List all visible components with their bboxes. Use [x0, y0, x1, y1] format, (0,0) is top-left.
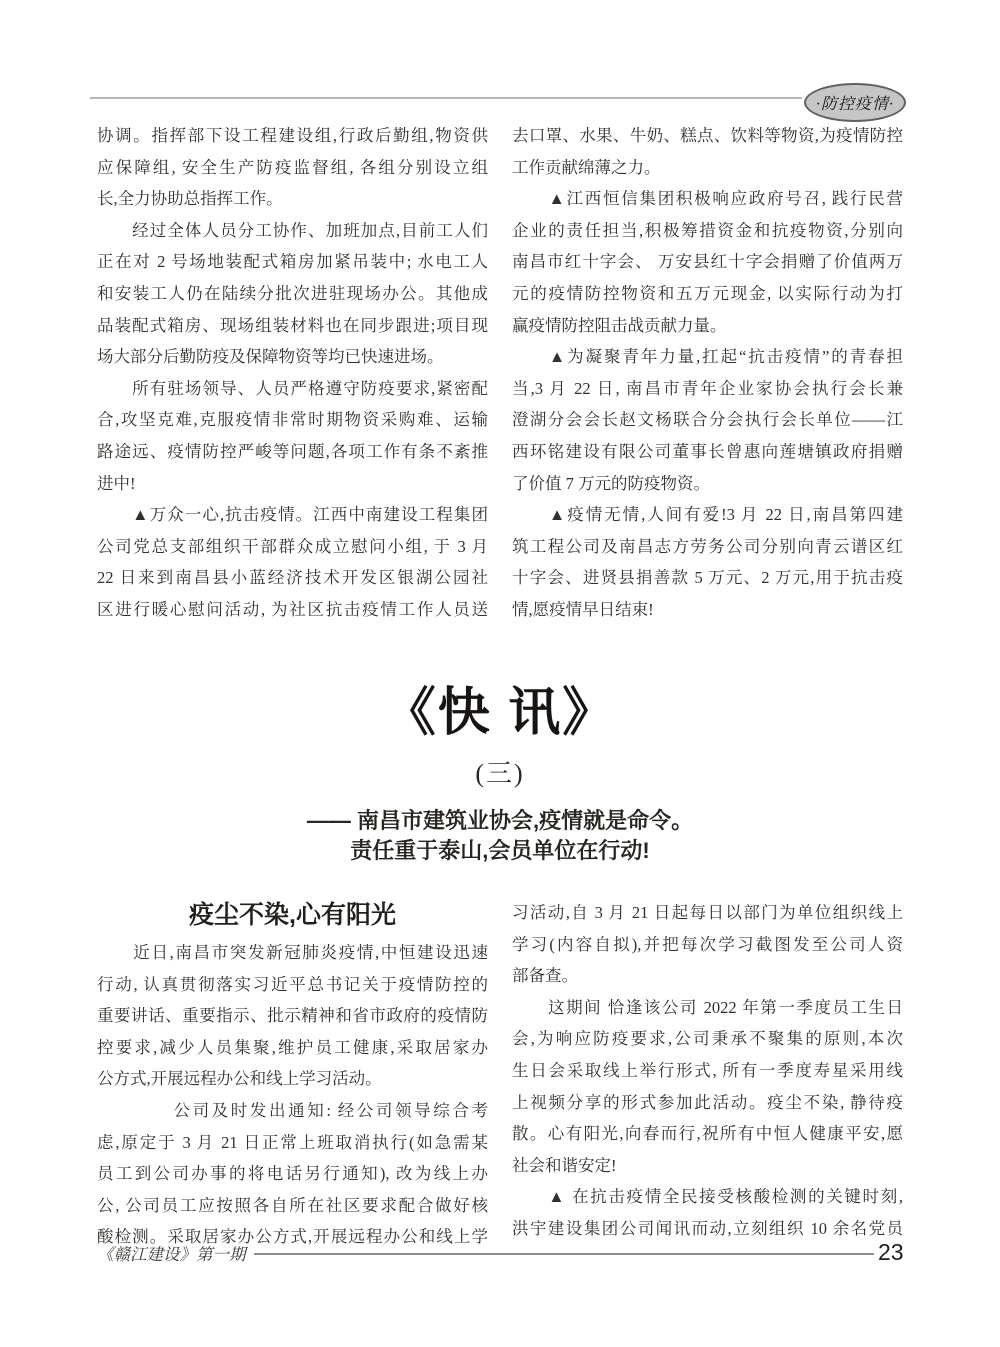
text-line: 经过全体人员分工协作、加班加点,目前工人们 — [97, 220, 488, 240]
text-line: 社会和谐安定! — [512, 1155, 617, 1175]
text-line: ▲万众一心,抗击疫情。江西中南建设工程集团 — [97, 505, 488, 525]
text-line: 元的疫情防控物资和五万元现金, 以实际行动为打 — [512, 283, 903, 303]
text-line: 和安装工人仍在陆续分批次进驻现场办公。其他成 — [97, 283, 488, 303]
feature-subtitle-line1: —— 南昌市建筑业协会,疫情就是命令。 — [306, 808, 694, 833]
text-line: 洪宇建设集团公司闻讯而动,立刻组织 10 余名党员 — [512, 1218, 903, 1238]
text-line: 上视频分享的形式参加此活动。疫尘不染, 静待疫 — [512, 1092, 903, 1112]
text-line: ▲江西恒信集团积极响应政府号召, 践行民营 — [512, 189, 903, 209]
feature-title: 《快 讯》 — [383, 684, 617, 742]
text-line: 会,为响应防疫要求,公司秉承不聚集的原则,本次 — [512, 1029, 903, 1049]
text-line: 品装配式箱房、现场组装材料也在同步跟进;项目现 — [97, 315, 488, 335]
top-right-column — [512, 120, 903, 626]
text-line: ▲疫情无情,人间有爱!3 月 22 日,南昌第四建 — [512, 505, 903, 525]
text-line: 近日,南昌市突发新冠肺炎疫情,中恒建设迅速 — [97, 943, 488, 962]
text-line: 重要讲话、重要指示、批示精神和省市政府的疫情防 — [97, 1006, 488, 1026]
text-line: 合,攻坚克难,克服疫情非常时期物资采购难、运输 — [97, 410, 488, 430]
text-line: 公, 公司员工应按照各自所在社区要求配合做好核 — [97, 1195, 488, 1215]
feature-subtitle — [97, 806, 903, 866]
text-line: 筑工程公司及南昌志方劳务公司分别向青云谱区红 — [512, 536, 903, 556]
text-line: 了价值 7 万元的防疫物资。 — [512, 473, 710, 493]
article-heading: 疫尘不染,心有阳光 — [189, 901, 396, 929]
text-line: 所有驻场领导、人员严格遵守防疫要求,紧密配 — [97, 378, 488, 398]
text-line: 赢疫情防控阻击战贡献力量。 — [512, 315, 727, 335]
footer-journal-title: 《赣江建设》第一期 — [97, 1245, 246, 1264]
text-line: 情,愿疫情早日结束! — [512, 599, 654, 619]
text-line: 路途远、疫情防控严峻等问题,各项工作有条不紊推 — [97, 441, 488, 461]
text-line: 工作贡献绵薄之力。 — [512, 157, 661, 177]
text-line: 公司党总支部组织干部群众成立慰问小组, 于 3 月 — [97, 536, 488, 556]
bottom-left-text — [97, 937, 488, 1253]
text-line: 22 日来到南昌县小蓝经济技术开发区银湖公园社 — [97, 568, 488, 588]
text-line: 企业的责任担当,积极筹措资金和抗疫物资,分别向 — [512, 220, 903, 240]
text-line: 进中! — [97, 473, 136, 493]
text-line: 场大部分后勤防疫及保障物资等均已快速进场。 — [97, 347, 444, 367]
text-line: 散。心有阳光,向春而行,祝所有中恒人健康平安,愿 — [512, 1124, 903, 1144]
text-line: 协调。指挥部下设工程建设组,行政后勤组,物资供 — [97, 126, 488, 145]
footer-rule — [254, 1253, 874, 1255]
text-line: 学习(内容自拟),并把每次学习截图发至公司人资 — [512, 934, 903, 954]
text-line: 员工到公司办事的将电话另行通知), 改为线上办 — [97, 1164, 488, 1184]
text-line: 澄湖分会会长赵文杨联合分会执行会长单位——江 — [512, 410, 903, 430]
feature-subtitle-line2: 责任重于泰山,会员单位在行动! — [350, 838, 650, 863]
top-left-column — [97, 120, 488, 626]
text-line: 控要求,减少人员集聚,维护员工健康,采取居家办 — [97, 1037, 488, 1057]
text-line: 习活动,自 3 月 21 日起每日以部门为单位组织线上 — [512, 903, 903, 922]
text-line: 生日会采取线上举行形式, 所有一季度寿星采用线 — [512, 1060, 903, 1080]
text-line: 去口罩、水果、牛奶、糕点、饮料等物资,为疫情防控 — [512, 126, 903, 145]
text-line: 长,全力协助总指挥工作。 — [97, 189, 283, 209]
text-line: 区进行暖心慰问活动, 为社区抗击疫情工作人员送 — [97, 599, 488, 619]
text-line: 公方式,开展远程办公和线上学习活动。 — [97, 1069, 382, 1089]
footer-page-number: 23 — [878, 1239, 904, 1265]
text-line: 西环铭建设有限公司董事长曾惠向莲塘镇政府捐赠 — [512, 441, 903, 461]
text-line: 公司及时发出通知: 经公司领导综合考 — [97, 1100, 488, 1120]
text-line: 部备查。 — [512, 966, 578, 986]
text-line: 酸检测。采取居家办公方式,开展远程办公和线上学 — [97, 1227, 488, 1247]
section-badge — [804, 83, 906, 122]
bottom-right-column — [512, 897, 903, 1245]
text-line: 正在对 2 号场地装配式箱房加紧吊装中; 水电工人 — [97, 252, 488, 272]
text-line: 这期间 恰逢该公司 2022 年第一季度员工生日 — [512, 997, 903, 1017]
text-line: 当,3 月 22 日, 南昌市青年企业家协会执行会长兼 — [512, 378, 903, 398]
bottom-left-column — [97, 897, 488, 1253]
text-line: 十字会、进贤县捐善款 5 万元、2 万元,用于抗击疫 — [512, 568, 903, 588]
text-line: ▲ 在抗击疫情全民接受核酸检测的关键时刻, — [512, 1187, 903, 1207]
section-badge-label: ·防控疫情· — [815, 96, 894, 113]
text-line: ▲为凝聚青年力量,扛起“抗击疫情”的青春担 — [512, 347, 903, 367]
text-line: 行动, 认真贯彻落实习近平总书记关于疫情防控的 — [97, 974, 488, 994]
text-line: 应保障组, 安全生产防疫监督组, 各组分别设立组 — [97, 157, 488, 177]
text-line: 南昌市红十字会、 万安县红十字会捐赠了价值两万 — [512, 252, 903, 272]
text-line: 虑,原定于 3 月 21 日正常上班取消执行(如急需某 — [97, 1132, 488, 1152]
feature-part-label: (三) — [475, 759, 525, 788]
header-rule — [90, 97, 802, 99]
